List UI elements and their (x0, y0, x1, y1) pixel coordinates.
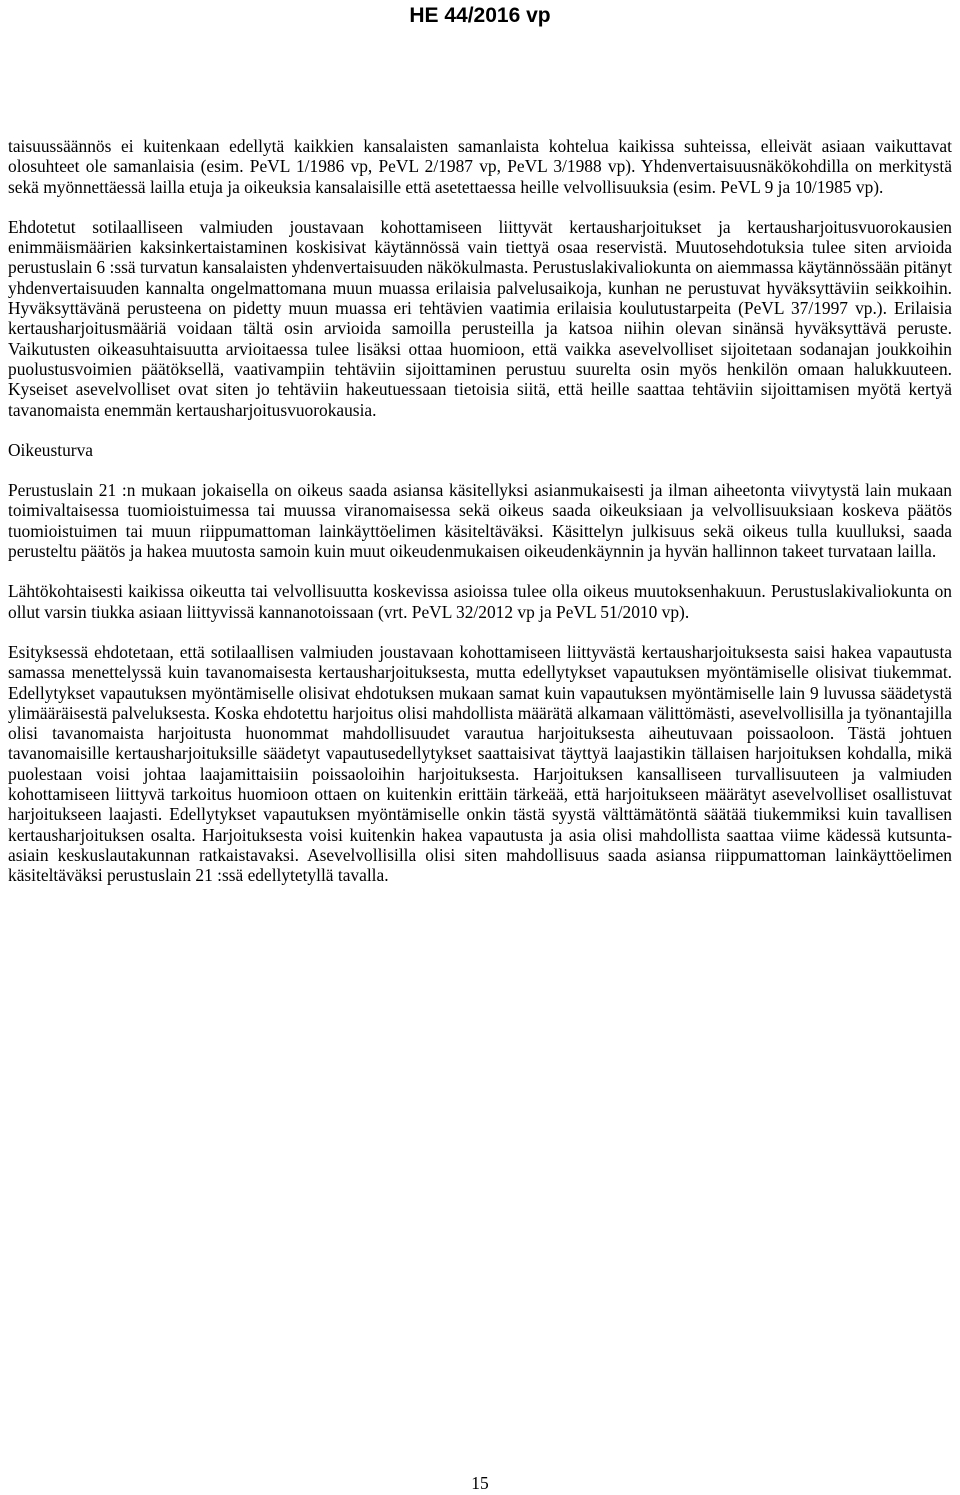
document-header-title: HE 44/2016 vp (409, 4, 551, 27)
section-heading-oikeusturva: Oikeusturva (8, 439, 94, 460)
paragraph-constitution-section-21: Perustuslain 21 :n mukaan jokaisella on oikeus saada asiansa käsitellyksi asianmukaisesti ja ilman aiheetonta viivytystä lain mukaan toimivaltaisessa tuomioistuimessa tai muussa viranomaisessa sekä oikeus saada oikeuksiaan ja velvollisuuksiaan koskeva päätös tuomioistuimen tai muun riippumattoman lainkäyttöelimen käsiteltäväksi. Käsittelyn julkisuus sekä oikeus tulla kuulluksi, saada perusteltu päätös ja hakea muutosta samoin kuin muut oikeudenmukaisen oikeudenkäynnin ja hyvän hallinnon takeet turvataan lailla. (8, 480, 952, 562)
paragraph-refresher-training-equality: Ehdotetut sotilaalliseen valmiuden joustavaan kohottamiseen liittyvät kertausharjoitukset ja kertausharjoitusvuorokausien enimmäismäärien kaksinkertaistaminen koskisivat käytännössä vain tiettyä osaa reservistä. Muutosehdotuksia tulee siten arvioida perustuslain 6 :ssä turvatun kansalaisten yhdenvertaisuuden näkökulmasta. Perustuslakivaliokunta on aiemmassa käytännössään pitänyt yhdenvertaisuuden kannalta ongelmattomana muun muassa erilaisia palvelusaikoja, kunhan ne perustuvat hyväksyttäviin seikkoihin. Hyväksyttävänä perusteena on pidetty muun muassa eri tehtävien vaatimia erilaisia koulutustarpeita (PeVL 37/1997 vp.). Erilaisia kertausharjoitusmääriä voidaan tältä osin arvioida samoilla perusteilla ja katsoa niihin olevan sinänsä hyväksyttävä peruste. Vaikutusten oikeasuhtaisuutta arvioitaessa tulee lisäksi ottaa huomioon, että vaikka asevelvolliset sijoitetaan sodanajan joukkoihin puolustusvoimien päätöksellä, vaativampiin tehtäviin sijoittaminen perustuu suurelta osin myös henkilön omaan halukkuuteen. Kyseiset asevelvolliset ovat siten jo tehtäviin hakeutuessaan tietoisia siitä, että heille saattaa tehtäviin sijoittamisen myötä kertyä tavanomaista enemmän kertausharjoitusvuorokausia. (8, 216, 952, 420)
paragraph-equality-continuation: taisuussäännös ei kuitenkaan edellytä kaikkien kansalaisten samanlaista kohtelua kaikissa suhteissa, elleivät asiaan vaikuttavat olosuhteet ole samanlaisia (esim. PeVL 1/1986 vp, PeVL 2/1987 vp, PeVL 3/1988 vp). Yhdenvertaisuusnäkökohdilla on merkitystä sekä myönnettäessä lailla etuja ja oikeuksia kansalaisille että asetettaessa heille velvollisuuksia (esim. PeVL 9 ja 10/1985 vp). (8, 136, 952, 197)
document-body (8, 136, 952, 886)
paragraph-exemption-proposal: Esityksessä ehdotetaan, että sotilaallisen valmiuden joustavaan kohottamiseen liittyvästä kertausharjoituksesta saisi hakea vapautusta samassa menettelyssä kuin tavanomaisesta kertausharjoituksesta, mutta edellytykset vapautuksen myöntämiselle olisivat tiukemmat. Edellytykset vapautuksen myöntämiselle olisivat ehdotuksen mukaan samat kuin vapautuksen myöntämiselle lain 9 luvussa säädetystä ylimääräisestä palveluksesta. Koska ehdotettu harjoitus olisi mahdollista määrätä alkamaan välittömästi, asevelvollisilla ja työnantajilla olisi tavanomaista harjoitusta huonommat mahdollisuudet varautua harjoituksesta aiheutuvaan poissaoloon. Tästä johtuen tavanomaisille kertausharjoituksille säädetyt vapautusedellytykset saattaisivat täyttyä laajastikin tällaisen harjoituksen kohdalla, mikä puolestaan voisi johtaa laajamittaisiin poissaoloihin harjoituksesta. Harjoituksen kansalliseen turvallisuuteen ja valmiuden kohottamiseen liittyvä tarkoitus huomioon ottaen on kuitenkin erittäin tärkeää, että harjoitukseen määrätyt asevelvolliset osallistuvat harjoitukseen laajasti. Edellytykset vapautuksen myöntämiselle onkin tästä syystä välttämätöntä säätää tiukemmiksi kuin tavallisen kertausharjoituksen osalta. Harjoituksesta voisi kuitenkin hakea vapautusta ja asia olisi mahdollista saattaa viime kädessä kutsunta-asiain keskuslautakunnan ratkaistavaksi. Asevelvollisilla olisi siten mahdollisuus saada asiansa riippumattoman lainkäyttöelimen käsiteltäväksi perustuslain 21 :ssä edellytetyllä tavalla. (8, 641, 952, 886)
paragraph-right-of-appeal: Lähtökohtaisesti kaikissa oikeutta tai velvollisuutta koskevissa asioissa tulee olla oikeus muutoksenhakuun. Perustuslakivaliokunta on ollut varsin tiukka asiaan liittyvissä kannanotoissaan (vrt. PeVL 32/2012 vp ja PeVL 51/2010 vp). (8, 581, 952, 622)
page-number: 15 (471, 1473, 489, 1493)
